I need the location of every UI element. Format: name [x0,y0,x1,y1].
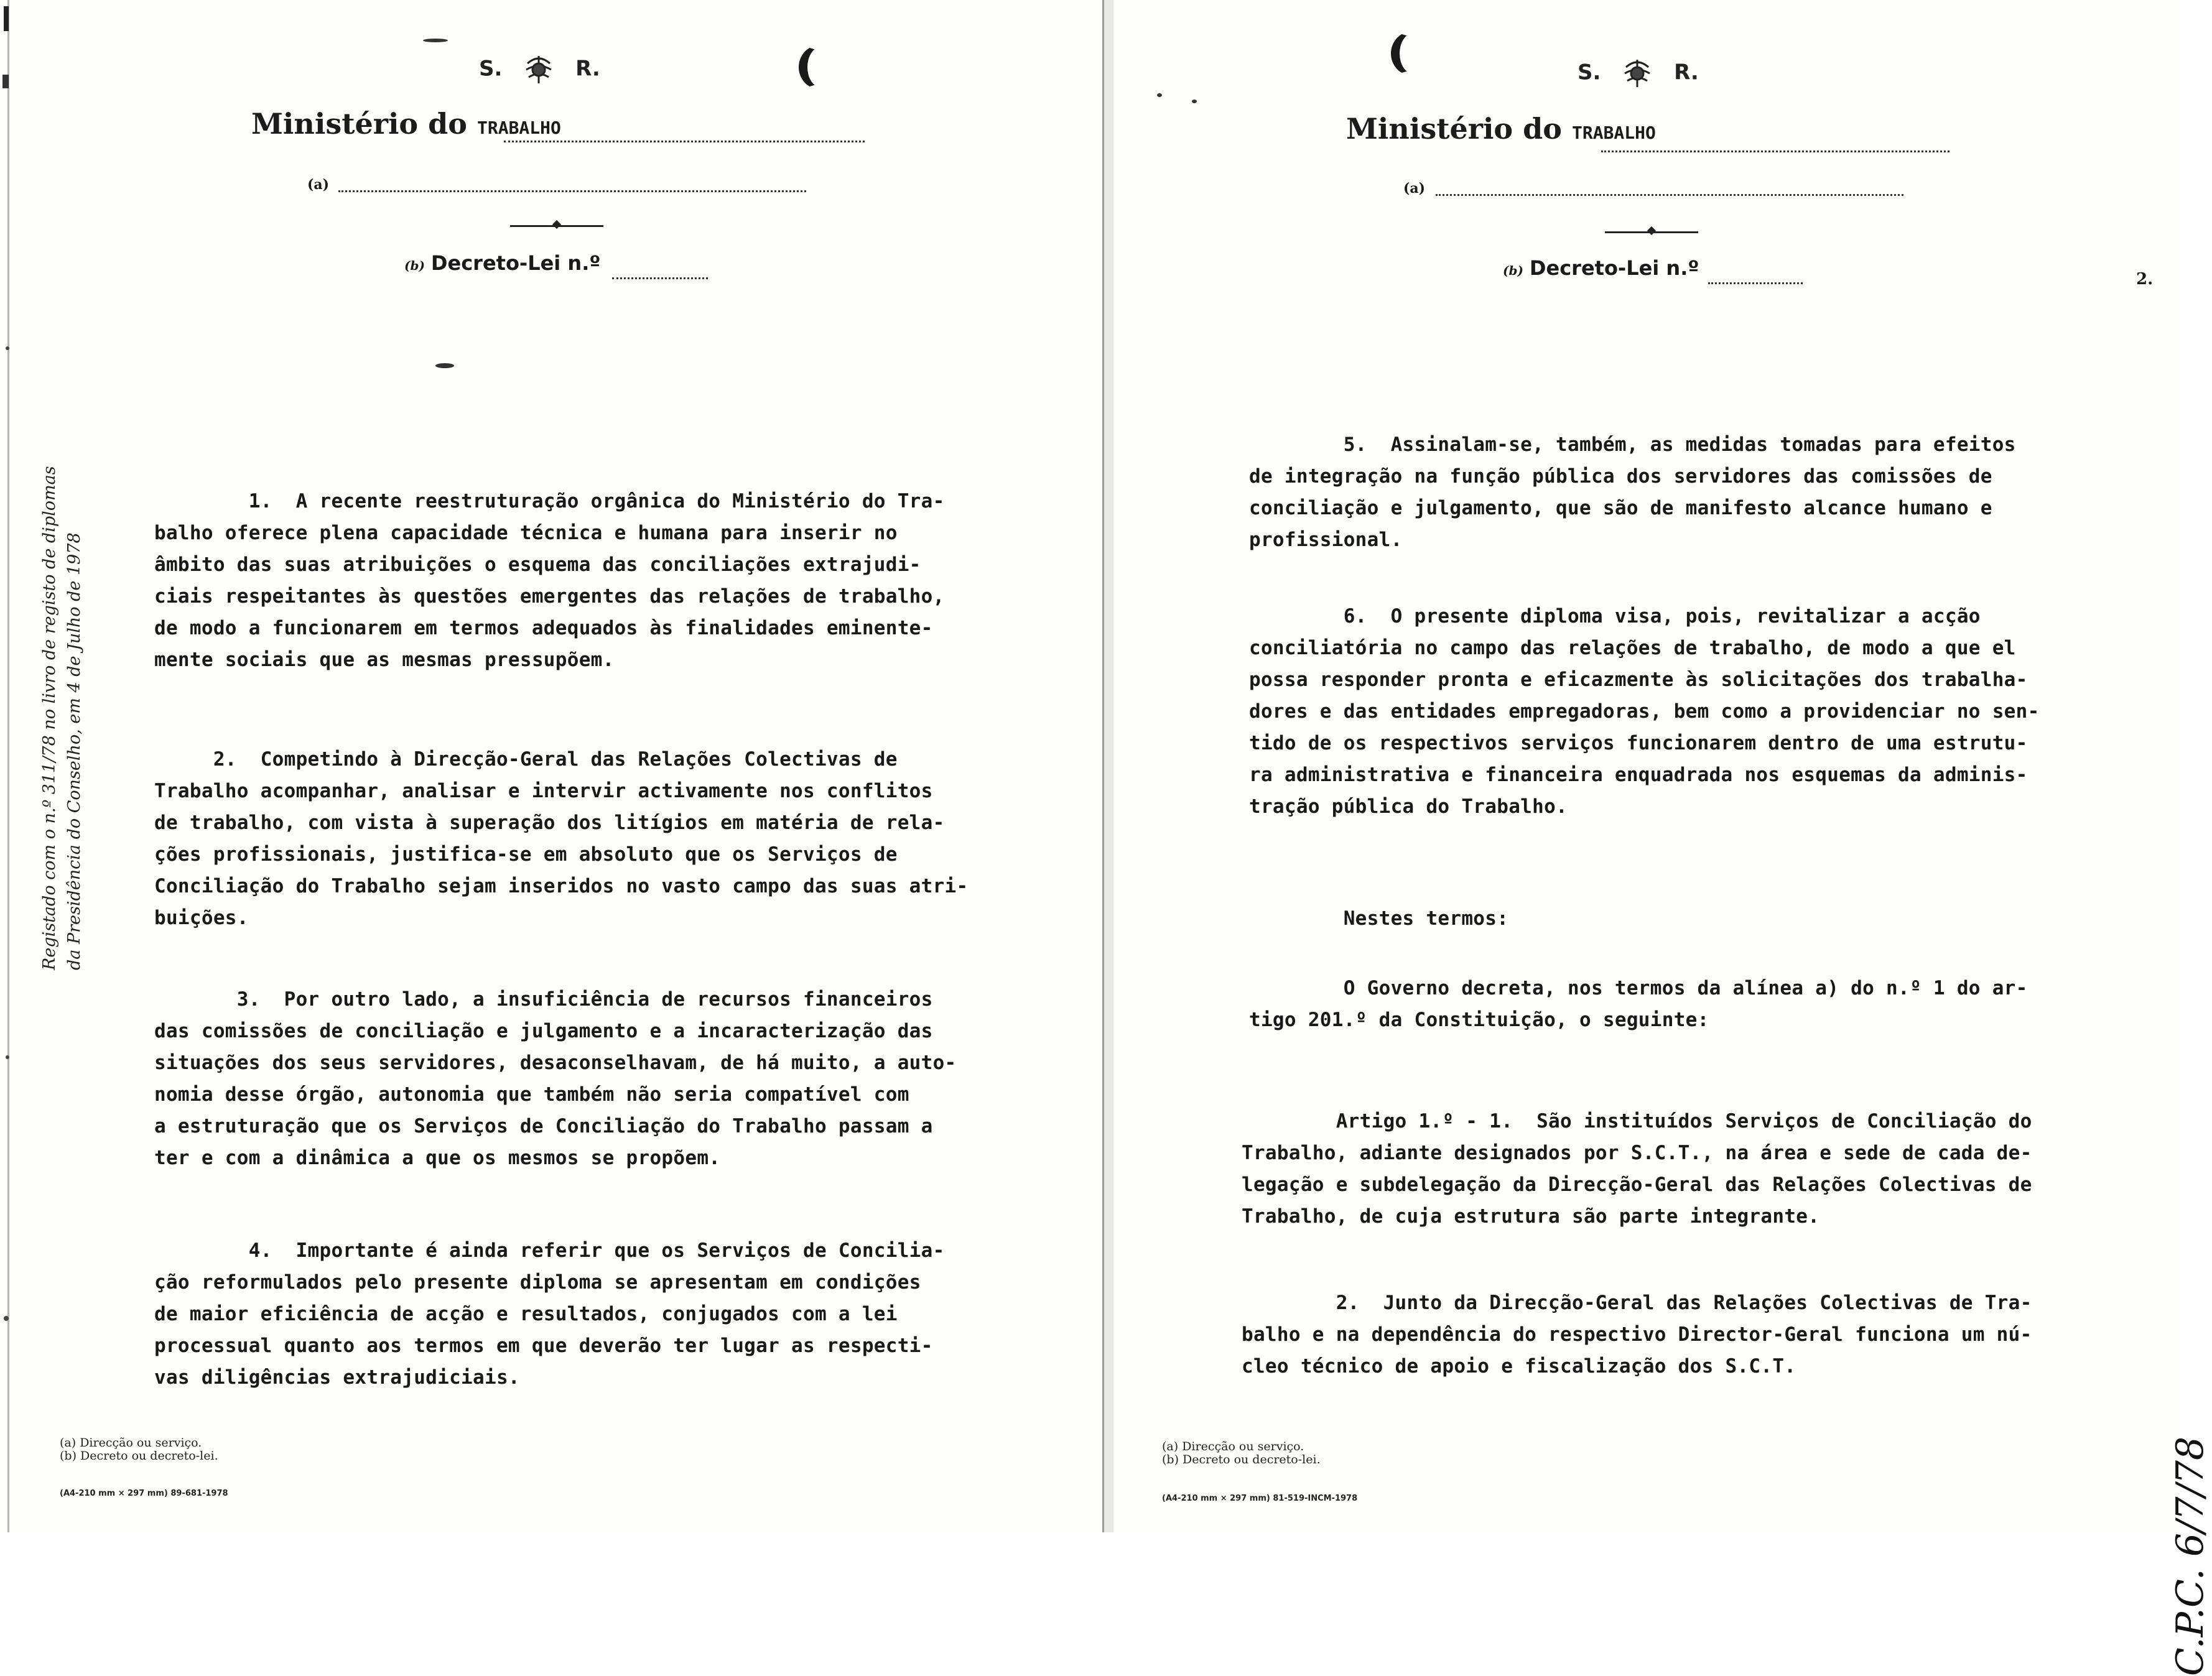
scan-speck [423,39,448,42]
seal-letter-s: S. [479,56,503,81]
registration-margin-note: Registado com o n.º 311/78 no livro de registo de diplomas da Presidência do Conselho, em 4 de Julho de 1978 [40,466,84,970]
coat-of-arms-icon [1618,55,1657,92]
ministry-heading [251,107,561,141]
field-a-line [338,190,806,192]
scan-speck [1157,93,1162,97]
header-divider [510,225,603,227]
seal-letter-s: S. [1578,60,1601,85]
decree-line [1503,256,1699,280]
scan-speck [1192,100,1197,103]
footnotes: (a) Direcção ou serviço. (b) Decreto ou decreto-lei. [1162,1440,1321,1466]
left-page [0,0,1102,1532]
decree-number-line [1708,282,1803,284]
footnotes: (a) Direcção ou serviço. (b) Decreto ou decreto-lei. [60,1436,218,1463]
header-divider [1605,231,1698,233]
right-page [1113,0,2212,1676]
decree-marker: (b) [404,258,425,273]
paragraph-5: 5. Assinalam-se, também, as medidas tomadas para efeitos de integração na função pública dos servidores das comissões de conciliação e julgamento, que são de manifesto alcance humano e profissional. [1249,433,2016,551]
field-a-line [1436,194,1903,196]
binding-edge-marks [0,0,25,1532]
seal-letter-r: R. [575,56,600,81]
print-code: (A4-210 mm × 297 mm) 89-681-1978 [60,1489,228,1498]
scan-speck [435,363,454,368]
field-a-label: (a) [307,177,330,193]
ministry-heading [1346,112,1656,146]
ministry-prefix: Ministério do [251,107,467,141]
paragraph-4: 4. Importante é ainda referir que os Serviços de Concilia- ção reformulados pelo presente diploma se apresentam em condições de maior eficiência de acção e resultados, conjugados com a lei processual quanto aos termos em que deverão ter lugar as respecti- vas diligências extrajudiciais. [154,1239,945,1389]
field-a-label: (a) [1403,180,1426,197]
nestes-termos: Nestes termos: [1249,907,1509,930]
ministry-name: TRABALHO [477,118,561,138]
ministry-fill-line [504,141,865,142]
paragraph-3: 3. Por outro lado, a insuficiência de recursos financeiros das comissões de conciliação e julgamento e a incaracterização das situações dos seus servidores, desaconselhavam, de há muito, a auto- nomia desse órgão, autonomia que também não seria compatível com a estruturação que os Serviços de Conciliação do Trabalho passam a ter e com a dinâmica a que os mesmos se propõem. [154,988,957,1169]
crescent-mark [1391,31,1434,76]
article-1-paragraph-1: Artigo 1.º - 1. São instituídos Serviços de Conciliação do Trabalho, adiante designados por S.C.T., na área e sede de cada de- legação e subdelegação da Direcção-Geral das Relações Colectivas de Trabalho, de cuja estrutura são parte integrante. [1242,1110,2032,1228]
decree-label: Decreto-Lei n.º [1529,256,1699,280]
republic-seal [479,51,600,88]
ministry-name: TRABALHO [1572,123,1656,143]
coat-of-arms-icon [519,51,558,88]
paragraph-2: 2. Competindo à Direcção-Geral das Relações Colectivas de Trabalho acompanhar, analisar e intervir activamente nos conflitos de trabalho, com vista à superação dos litígios em matéria de rela- ções profissionais, justifica-se em absoluto que os Serviços de Conciliação do Trabalho sejam inseridos no vasto campo das suas atri- buições. [154,748,969,929]
government-decrees: O Governo decreta, nos termos da alínea a) do n.º 1 do ar- tigo 201.º da Constituição, o seguinte: [1249,977,2028,1031]
paragraph-6: 6. O presente diploma visa, pois, revitalizar a acção conciliatória no campo das relações de trabalho, de modo a que el possa responder pronta e eficazmente às solicitações dos trabalha- dores e das entidades empregadoras, bem como a providenciar no sen- tido de os respectivos serviços funcionarem dentro de uma estrutu- ra administrativa e financeira enquadrada nos esquemas da adminis- tração pública do Trabalho. [1249,605,2040,818]
republic-seal [1578,55,1699,92]
decree-line [404,251,600,275]
decree-label: Decreto-Lei n.º [430,251,601,275]
seal-letter-r: R. [1674,60,1699,85]
ministry-fill-line [1601,150,1949,152]
paragraph-1: 1. A recente reestruturação orgânica do Ministério do Tra- balho oferece plena capacidade técnica e humana para inserir no âmbito das suas atribuições o esquema das conciliações extrajudi- ciais respeitantes às questões emergentes das relações de trabalho, de modo a funcionarem em termos adequados às finalidades eminente- mente sociais que as mesmas pressupõem. [154,490,945,671]
page-number: 2. [2136,270,2154,289]
decree-marker: (b) [1503,263,1523,278]
print-code: (A4-210 mm × 297 mm) 81-519-INCM-1978 [1162,1494,1358,1503]
handwritten-note: C.P.C. 6/7/78 [2168,1437,2212,1676]
ministry-prefix: Ministério do [1346,112,1562,146]
crescent-mark [799,45,842,90]
decree-number-line [612,277,708,279]
article-1-paragraph-2: 2. Junto da Direcção-Geral das Relações Colectivas de Tra- balho e na dependência do respectivo Director-Geral funciona um nú- cleo técnico de apoio e fiscalização dos S.C.T. [1242,1292,2032,1377]
